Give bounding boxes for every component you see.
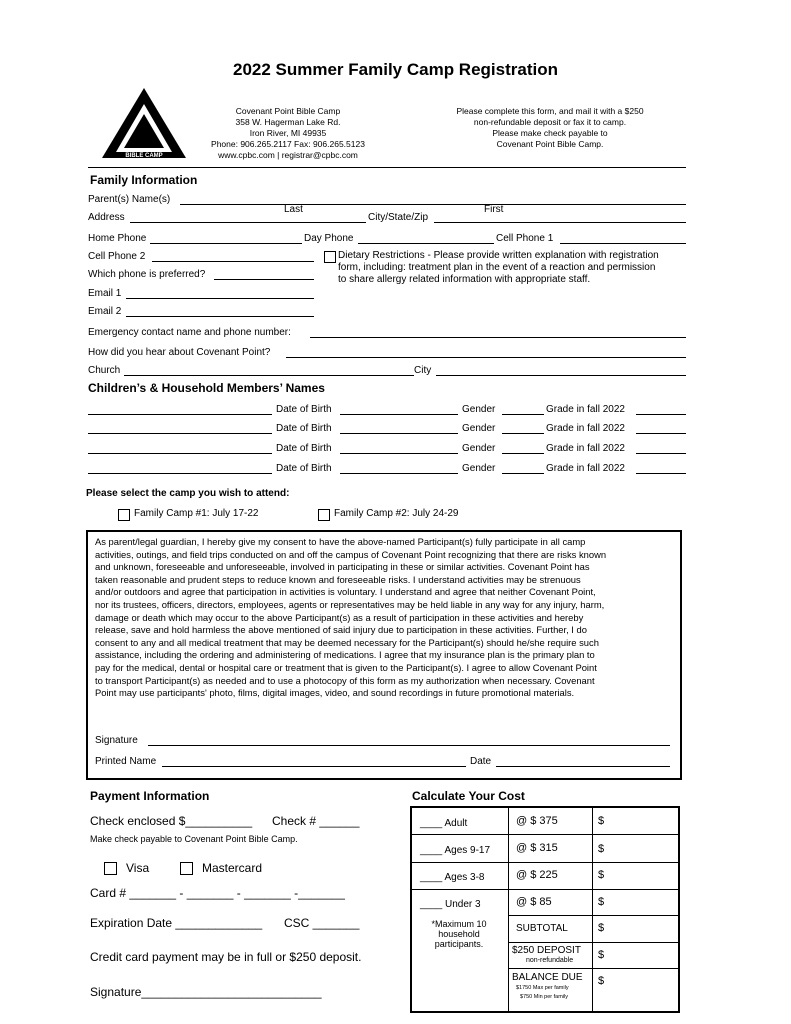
email-2-label: Email 2: [88, 306, 122, 317]
dob-label: Date of Birth: [276, 463, 332, 474]
gender-field[interactable]: [502, 433, 544, 434]
cost-row-label[interactable]: ____ Under 3: [420, 899, 481, 910]
expiration-field[interactable]: Expiration Date _____________: [90, 916, 263, 930]
waiver-line: consent to any and all medical treatment that may be deemed necessary for the Participant(s) should he/she require such: [95, 636, 599, 648]
waiver-line: Point may use participants' photo, films, digital images, video, and sound recordings in future promotional materials.: [95, 687, 575, 699]
family-heading: Family Information: [90, 173, 198, 187]
mastercard-checkbox[interactable]: [180, 862, 193, 875]
cell-phone-1-label: Cell Phone 1: [496, 233, 554, 244]
dietary-line: Dietary Restrictions - Please provide written explanation with registration: [338, 250, 659, 261]
preferred-phone-label: Which phone is preferred?: [88, 269, 206, 280]
gender-field[interactable]: [502, 473, 544, 474]
parents-label: Parent(s) Name(s): [88, 194, 171, 205]
email-1-label: Email 1: [88, 288, 122, 299]
waiver-line: As parent/legal guardian, I hereby give my consent to have the above-named Participant(s) fully participate in all camp: [95, 536, 586, 547]
address-line: Covenant Point Bible Camp: [235, 106, 341, 116]
dietary-line: to share allergy related information with appropriate staff.: [338, 274, 591, 285]
waiver-signature-label: Signature: [95, 735, 138, 746]
dob-field[interactable]: [340, 433, 458, 434]
cost-col-divider: [592, 806, 593, 1011]
dob-label: Date of Birth: [276, 423, 332, 434]
address-label: Address: [88, 212, 125, 223]
city-field[interactable]: [436, 375, 686, 376]
grade-field[interactable]: [636, 433, 686, 434]
camp-logo: [100, 86, 188, 160]
deposit-label: $250 DEPOSIT: [512, 945, 581, 956]
dob-field[interactable]: [340, 414, 458, 415]
visa-checkbox[interactable]: [104, 862, 117, 875]
waiver-line: nor its trustees, officers, directors, employees, agents or representatives may be held liable in any way for any injury, harm,: [95, 598, 605, 610]
email-2-field[interactable]: [126, 316, 314, 317]
cost-row-label[interactable]: ____ Adult: [420, 818, 468, 829]
camp-2-label: Family Camp #2: July 24-29: [334, 508, 459, 519]
address-block: [188, 106, 388, 161]
camp-2-checkbox[interactable]: [318, 509, 330, 521]
gender-label: Gender: [462, 404, 496, 415]
cell-phone-2-label: Cell Phone 2: [88, 251, 146, 262]
check-number-field[interactable]: Check # ______: [272, 814, 360, 828]
check-enclosed-field[interactable]: Check enclosed $__________: [90, 814, 253, 828]
camp-1-checkbox[interactable]: [118, 509, 130, 521]
instruction-line: non-refundable deposit or fax it to camp.: [473, 117, 627, 127]
emergency-label: Emergency contact name and phone number:: [88, 327, 291, 338]
waiver-line: damage or death which may occur to the above Participant(s) as a result of participation in these activities and hereby: [95, 611, 584, 623]
dietary-checkbox[interactable]: [324, 251, 336, 263]
email-1-field[interactable]: [126, 298, 314, 299]
instruction-line: Covenant Point Bible Camp.: [496, 139, 604, 149]
balance-label: BALANCE DUE: [512, 972, 583, 983]
cost-row-amount[interactable]: $: [598, 843, 605, 855]
instruction-line: Please complete this form, and mail it with a $250: [456, 106, 644, 116]
grade-field[interactable]: [636, 473, 686, 474]
waiver-line: to transport Participant(s) as needed and to use a photocopy of this form as my authorization when necessary. Covenant: [95, 674, 595, 686]
subtotal-label: SUBTOTAL: [516, 923, 568, 934]
cost-row-amount[interactable]: $: [598, 815, 605, 827]
payable-note: Make check payable to Covenant Point Bible Camp.: [90, 834, 298, 844]
gender-label: Gender: [462, 463, 496, 474]
home-phone-field[interactable]: [150, 243, 302, 244]
city-state-zip-field[interactable]: [434, 222, 686, 223]
camp-1-label: Family Camp #1: July 17-22: [134, 508, 259, 519]
day-phone-field[interactable]: [358, 243, 494, 244]
dob-field[interactable]: [340, 473, 458, 474]
card-number-field[interactable]: Card # _______ - _______ - _______ -_______: [90, 886, 345, 900]
balance-amount[interactable]: $: [598, 975, 605, 987]
deposit-amount[interactable]: $: [598, 949, 605, 961]
grade-label: Grade in fall 2022: [546, 463, 625, 474]
dob-label: Date of Birth: [276, 404, 332, 415]
waiver-line: activities, outings, and field trips conducted on and off the campus of Covenant Point recognizing that there are risks known: [95, 548, 607, 560]
gender-field[interactable]: [502, 453, 544, 454]
cost-row-amount[interactable]: $: [598, 896, 605, 908]
cost-row-divider: [410, 862, 678, 863]
waiver-line: pay for the medical, dental or hospital care or treatment that is given to the Participant(s). I agree to allow Covenant Point: [95, 661, 597, 673]
visa-label: Visa: [126, 861, 150, 875]
home-phone-label: Home Phone: [88, 233, 147, 244]
camp-select-heading: Please select the camp you wish to attend:: [86, 488, 290, 499]
grade-label: Grade in fall 2022: [546, 423, 625, 434]
preferred-phone-field[interactable]: [214, 279, 314, 280]
instruction-line: Please make check payable to: [492, 128, 608, 138]
mastercard-label: Mastercard: [202, 861, 263, 875]
cost-row-amount[interactable]: $: [598, 869, 605, 881]
dob-field[interactable]: [340, 453, 458, 454]
gender-label: Gender: [462, 443, 496, 454]
waiver-line: release, save and hold harmless the above mentioned of said injury due to participation in these activities. Further, I do: [95, 624, 587, 636]
printed-name-label: Printed Name: [95, 756, 157, 767]
last-sublabel: Last: [284, 204, 303, 215]
grade-label: Grade in fall 2022: [546, 404, 625, 415]
max-note-line: *Maximum 10: [431, 919, 487, 929]
grade-field[interactable]: [636, 453, 686, 454]
waiver-line: and/or outdoors and agree that participation in activities is voluntary. I understand and agree that neither Covenant Point,: [95, 586, 596, 598]
dob-label: Date of Birth: [276, 443, 332, 454]
grade-field[interactable]: [636, 414, 686, 415]
cost-row-divider: [508, 915, 678, 916]
cost-row-price: @ $ 315: [516, 842, 558, 854]
waiver-line: assistance, including the ordering and administering of medications. I agree that my insurance plan is the primary plan to: [95, 649, 595, 661]
cost-row-price: @ $ 85: [516, 896, 552, 908]
balance-sublabel: $750 Min per family: [520, 994, 568, 1000]
printed-name-field[interactable]: [162, 766, 466, 767]
gender-field[interactable]: [502, 414, 544, 415]
child-name-field[interactable]: [88, 453, 272, 454]
children-heading: Children’s & Household Members’ Names: [88, 381, 325, 395]
cost-row-divider: [508, 968, 678, 969]
parents-field[interactable]: [180, 204, 686, 205]
page-title: 2022 Summer Family Camp Registration: [232, 60, 558, 79]
child-name-field[interactable]: [88, 414, 272, 415]
credit-note: Credit card payment may be in full or $250 deposit.: [90, 950, 362, 964]
max-note: [416, 919, 502, 949]
cost-row-divider: [410, 834, 678, 835]
payment-heading: Payment Information: [90, 789, 210, 803]
city-state-zip-label: City/State/Zip: [368, 212, 429, 223]
cost-col-divider: [508, 806, 509, 1011]
instructions-block: [430, 106, 670, 150]
waiver-text: [95, 536, 675, 700]
payment-signature-field[interactable]: Signature___________________________: [90, 985, 322, 999]
header-divider: [88, 167, 686, 168]
waiver-line: and unknown, foreseeable and unforeseeable, involved in participating in these or similar activities. Covenant Point has: [95, 561, 590, 573]
date-label: Date: [470, 756, 492, 767]
church-field[interactable]: [124, 375, 414, 376]
cost-heading: Calculate Your Cost: [412, 789, 525, 803]
waiver-signature-field[interactable]: [148, 745, 670, 746]
emergency-field[interactable]: [310, 337, 686, 338]
balance-sublabel: $1750 Max per family: [516, 985, 569, 991]
address-field[interactable]: [130, 222, 366, 223]
hear-label: How did you hear about Covenant Point?: [88, 347, 271, 358]
max-note-line: participants.: [434, 939, 484, 949]
gender-label: Gender: [462, 423, 496, 434]
child-name-field[interactable]: [88, 433, 272, 434]
cost-row-label[interactable]: ____ Ages 9-17: [420, 845, 491, 856]
cost-row-price: @ $ 225: [516, 869, 558, 881]
day-phone-label: Day Phone: [304, 233, 354, 244]
cost-row-divider: [410, 889, 678, 890]
cell-phone-2-field[interactable]: [152, 261, 314, 262]
date-field[interactable]: [496, 766, 670, 767]
cell-phone-1-field[interactable]: [560, 243, 686, 244]
subtotal-amount[interactable]: $: [598, 922, 605, 934]
address-line: Phone: 906.265.2117 Fax: 906.265.5123: [211, 139, 365, 149]
address-line: 358 W. Hagerman Lake Rd.: [235, 117, 341, 127]
waiver-line: taken reasonable and prudent steps to reduce known and foreseeable risks. I understand activities may be strenuous: [95, 573, 581, 585]
city-label: City: [414, 365, 432, 376]
dietary-text: [338, 250, 659, 286]
max-note-line: household: [438, 929, 480, 939]
csc-field[interactable]: CSC _______: [284, 916, 360, 930]
child-name-field[interactable]: [88, 473, 272, 474]
address-line: www.cpbc.com | registrar@cpbc.com: [218, 150, 358, 160]
cost-row-divider: [508, 942, 678, 943]
dietary-line: form, including: treatment plan in the event of a reaction and permission: [338, 262, 656, 273]
first-sublabel: First: [484, 204, 504, 215]
hear-field[interactable]: [286, 357, 686, 358]
deposit-sublabel: non-refundable: [526, 957, 574, 964]
cost-row-label[interactable]: ____ Ages 3-8: [420, 872, 485, 883]
grade-label: Grade in fall 2022: [546, 443, 625, 454]
cost-row-price: @ $ 375: [516, 815, 558, 827]
svg-text:BIBLE CAMP: BIBLE CAMP: [125, 153, 163, 159]
church-label: Church: [88, 365, 121, 376]
address-line: Iron River, MI 49935: [249, 128, 327, 138]
